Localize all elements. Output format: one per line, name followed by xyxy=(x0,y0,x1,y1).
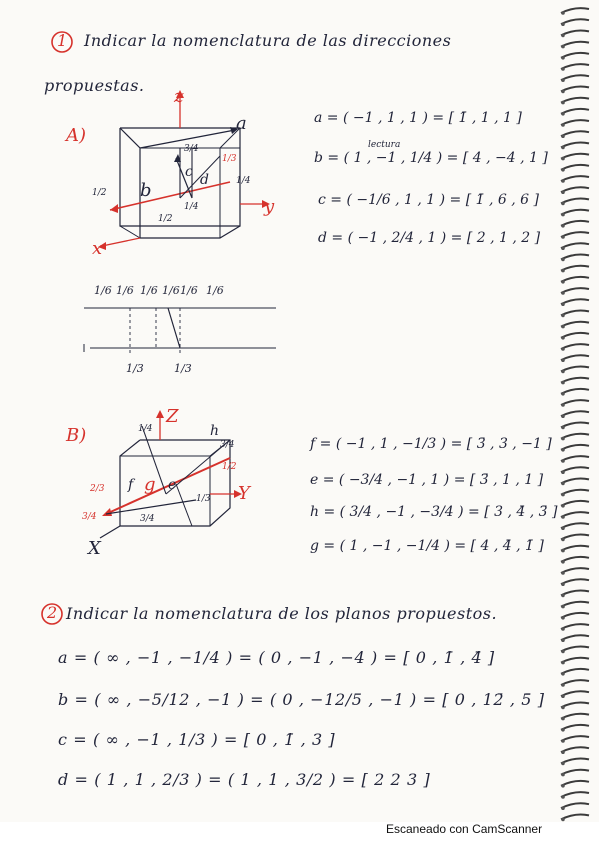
spiral-ring xyxy=(561,311,589,316)
spiral-ring xyxy=(561,400,589,405)
partA-label-d: d xyxy=(200,172,209,188)
spiral-hole xyxy=(561,224,565,228)
partB-eq-e: e = ( −3/4 , −1 , 1 ) = [ 3̄ , 1 , 1 ] xyxy=(310,472,544,488)
spiral-ring xyxy=(561,31,589,36)
partA-eq-b: b = ( 1 , −1 , 1/4 ) = [ 4 , −4 , 1 ] xyxy=(314,150,548,166)
spiral-ring xyxy=(561,98,589,103)
spiral-ring xyxy=(561,557,589,562)
spiral-ring xyxy=(561,546,589,551)
partB-frac-12-right: 1/2 xyxy=(222,462,237,472)
spiral-hole xyxy=(561,280,565,284)
spiral-ring xyxy=(561,19,589,24)
scale-bottom-tick-2: 1/3 xyxy=(174,362,192,375)
spiral-hole xyxy=(561,213,565,217)
spiral-ring xyxy=(561,232,589,237)
partA-axis-z: z xyxy=(174,86,184,107)
spiral-hole xyxy=(561,302,565,306)
partA-axis-x: x xyxy=(92,238,103,259)
section2-heading: Indicar la nomenclatura de los planos propuestos. xyxy=(66,604,498,623)
spiral-hole xyxy=(561,818,565,822)
spiral-hole xyxy=(561,258,565,262)
spiral-hole xyxy=(561,773,565,777)
spiral-ring xyxy=(561,266,589,271)
spiral-ring xyxy=(561,568,589,573)
spiral-ring xyxy=(561,635,589,640)
spiral-hole xyxy=(561,739,565,743)
scale-top-tick-5: 1/6 xyxy=(180,284,198,297)
spiral-hole xyxy=(561,482,565,486)
spiral-hole xyxy=(561,190,565,194)
spiral-hole xyxy=(561,325,565,329)
spiral-hole xyxy=(561,146,565,150)
partA-frac-13: 1/3 xyxy=(222,154,237,164)
partA-eq-c: c = ( −1/6 , 1 , 1 ) = [ 1̄ , 6 , 6 ] xyxy=(318,192,539,208)
partA-frac-12-left: 1/2 xyxy=(92,188,107,198)
spiral-hole xyxy=(561,414,565,418)
spiral-hole xyxy=(561,403,565,407)
spiral-ring xyxy=(561,647,589,652)
partB-frac-23: 2/3 xyxy=(90,484,105,494)
spiral-hole xyxy=(561,56,565,60)
spiral-hole xyxy=(561,661,565,665)
spiral-ring xyxy=(561,187,589,192)
partB-frac-13: 1/3 xyxy=(196,494,211,504)
spiral-ring xyxy=(561,792,589,797)
partB-frac-14-top: 1/4 xyxy=(138,424,153,434)
spiral-ring xyxy=(561,367,589,372)
spiral-hole xyxy=(561,437,565,441)
spiral-hole xyxy=(561,78,565,82)
spiral-hole xyxy=(561,515,565,519)
spiral-hole xyxy=(561,616,565,620)
spiral-hole xyxy=(561,672,565,676)
spiral-hole xyxy=(561,134,565,138)
spiral-ring xyxy=(561,299,589,304)
spiral-ring xyxy=(561,378,589,383)
spiral-hole xyxy=(561,67,565,71)
spiral-ring xyxy=(561,423,589,428)
scale-top-tick-4: 1/6 xyxy=(162,284,180,297)
spiral-hole xyxy=(561,11,565,15)
partB-axis-x: X xyxy=(88,538,101,559)
spiral-ring xyxy=(561,288,589,293)
spiral-ring xyxy=(561,445,589,450)
spiral-hole xyxy=(561,493,565,497)
spiral-ring xyxy=(561,501,589,506)
spiral-ring xyxy=(561,591,589,596)
partB-frac-34-bottom: 3/4 xyxy=(140,514,155,524)
spiral-ring xyxy=(561,165,589,170)
scanner-watermark: Escaneado con CamScanner xyxy=(386,822,543,836)
spiral-hole xyxy=(561,426,565,430)
spiral-hole xyxy=(561,504,565,508)
spiral-hole xyxy=(561,459,565,463)
spiral-hole xyxy=(561,123,565,127)
spiral-ring xyxy=(561,736,589,741)
spiral-hole xyxy=(561,34,565,38)
spiral-hole xyxy=(561,605,565,609)
spiral-hole xyxy=(561,112,565,116)
spiral-ring xyxy=(561,64,589,69)
spiral-hole xyxy=(561,717,565,721)
partA-label-b: b xyxy=(140,180,152,201)
section2-eq-a: a = ( ∞ , −1 , −1/4 ) = ( 0 , −1 , −4 ) = [ 0 , 1̄ , 4̄ ] xyxy=(58,648,495,667)
spiral-hole xyxy=(561,168,565,172)
spiral-hole xyxy=(561,381,565,385)
spiral-ring xyxy=(561,109,589,114)
partB-axis-z: Z xyxy=(166,406,179,427)
spiral-hole xyxy=(561,291,565,295)
section1-heading-line2: propuestas. xyxy=(44,76,145,95)
spiral-binding xyxy=(551,0,599,822)
spiral-ring xyxy=(561,759,589,764)
spiral-ring xyxy=(561,53,589,58)
section2-eq-d: d = ( 1 , 1 , 2/3 ) = ( 1 , 1 , 3/2 ) = [ 2 2 3 ] xyxy=(58,770,431,789)
spiral-hole xyxy=(561,762,565,766)
spiral-hole xyxy=(561,269,565,273)
spiral-ring xyxy=(561,87,589,92)
spiral-ring xyxy=(561,658,589,663)
partA-label-c: c xyxy=(185,164,193,180)
spiral-ring xyxy=(561,434,589,439)
spiral-ring xyxy=(561,669,589,674)
section1-number: 1 xyxy=(57,31,68,50)
partA-frac-14-bottom: 1/4 xyxy=(184,202,199,212)
spiral-hole xyxy=(561,750,565,754)
spiral-hole xyxy=(561,638,565,642)
section1-heading-line1: Indicar la nomenclatura de las direcciones xyxy=(84,31,452,50)
spiral-ring xyxy=(561,747,589,752)
spiral-ring xyxy=(561,221,589,226)
spiral-hole xyxy=(561,795,565,799)
spiral-ring xyxy=(561,815,589,820)
spiral-hole xyxy=(561,202,565,206)
partA-label: A) xyxy=(66,125,87,146)
spiral-ring xyxy=(561,210,589,215)
spiral-ring xyxy=(561,680,589,685)
scale-top-tick-2: 1/6 xyxy=(116,284,134,297)
spiral-hole xyxy=(561,336,565,340)
spiral-ring xyxy=(561,42,589,47)
partB-frac-34-left: 3/4 xyxy=(82,512,97,522)
partA-scale-sketch xyxy=(80,290,280,370)
spiral-hole xyxy=(561,582,565,586)
partA-eq-d: d = ( −1 , 2/4 , 1 ) = [ 2 , 1 , 2 ] xyxy=(318,230,541,246)
spiral-ring xyxy=(561,411,589,416)
spiral-hole xyxy=(561,157,565,161)
partB-label: B) xyxy=(66,425,87,446)
partB-eq-h: h = ( 3/4 , −1 , −3/4 ) = [ 3 , 4̄ , 3̄ ] xyxy=(310,504,558,520)
scale-top-tick-3: 1/6 xyxy=(140,284,158,297)
spiral-hole xyxy=(561,22,565,26)
section2-eq-b: b = ( ∞ , −5/12 , −1 ) = ( 0 , −12/5 , −1 ) = [ 0 , 12̄ , 5̄ ] xyxy=(58,690,545,709)
spiral-hole xyxy=(561,683,565,687)
spiral-ring xyxy=(561,624,589,629)
spiral-ring xyxy=(561,389,589,394)
spiral-ring xyxy=(561,781,589,786)
spiral-ring xyxy=(561,8,589,13)
spiral-ring xyxy=(561,143,589,148)
spiral-hole xyxy=(561,45,565,49)
spiral-hole xyxy=(561,358,565,362)
partA-frac-34: 3/4 xyxy=(184,144,199,154)
spiral-ring xyxy=(561,333,589,338)
spiral-ring xyxy=(561,512,589,517)
spiral-ring xyxy=(561,75,589,80)
spiral-hole xyxy=(561,594,565,598)
section2-number: 2 xyxy=(47,603,58,622)
partB-axis-y: Y xyxy=(238,483,250,504)
spiral-hole xyxy=(561,706,565,710)
spiral-hole xyxy=(561,728,565,732)
partA-frac-14-right: 1/4 xyxy=(236,176,251,186)
spiral-ring xyxy=(561,579,589,584)
spiral-ring xyxy=(561,703,589,708)
spiral-ring xyxy=(561,602,589,607)
spiral-ring xyxy=(561,355,589,360)
spiral-ring xyxy=(561,344,589,349)
partA-axis-y: y xyxy=(264,196,275,217)
spiral-hole xyxy=(561,784,565,788)
spiral-ring xyxy=(561,714,589,719)
partB-frac-34-right: 3/4 xyxy=(220,440,235,450)
spiral-hole xyxy=(561,392,565,396)
spiral-hole xyxy=(561,448,565,452)
partA-label-a: a xyxy=(236,113,247,134)
spiral-hole xyxy=(561,347,565,351)
section2-eq-c: c = ( ∞ , −1 , 1/3 ) = [ 0 , 1̄ , 3 ] xyxy=(58,730,336,749)
spiral-ring xyxy=(561,154,589,159)
spiral-hole xyxy=(561,101,565,105)
spiral-hole xyxy=(561,470,565,474)
spiral-ring xyxy=(561,456,589,461)
spiral-hole xyxy=(561,549,565,553)
scale-top-tick-6: 1/6 xyxy=(206,284,224,297)
partB-label-e: e xyxy=(168,477,177,493)
spiral-ring xyxy=(561,770,589,775)
spiral-ring xyxy=(561,243,589,248)
spiral-hole xyxy=(561,627,565,631)
partB-label-h: h xyxy=(210,423,220,439)
partA-note-lectura: lectura xyxy=(368,140,401,150)
spiral-ring xyxy=(561,255,589,260)
spiral-ring xyxy=(561,277,589,282)
spiral-ring xyxy=(561,613,589,618)
spiral-hole xyxy=(561,246,565,250)
spiral-ring xyxy=(561,490,589,495)
spiral-hole xyxy=(561,560,565,564)
scale-top-tick-1: 1/6 xyxy=(94,284,112,297)
partB-eq-f: f = ( −1 , 1 , −1/3 ) = [ 3̄ , 3 , −1 ] xyxy=(310,436,552,452)
partB-eq-g: g = ( 1 , −1 , −1/4 ) = [ 4 , 4̄ , 1̄ ] xyxy=(310,538,544,554)
spiral-ring xyxy=(561,199,589,204)
spiral-ring xyxy=(561,120,589,125)
spiral-hole xyxy=(561,370,565,374)
spiral-hole xyxy=(561,314,565,318)
spiral-ring xyxy=(561,535,589,540)
spiral-ring xyxy=(561,803,589,808)
spiral-hole xyxy=(561,571,565,575)
scale-bottom-tick-1: 1/3 xyxy=(126,362,144,375)
spiral-ring xyxy=(561,479,589,484)
spiral-ring xyxy=(561,523,589,528)
partA-eq-a: a = ( −1 , 1 , 1 ) = [ 1̄ , 1 , 1 ] xyxy=(314,110,522,126)
spiral-hole xyxy=(561,538,565,542)
spiral-hole xyxy=(561,90,565,94)
spiral-hole xyxy=(561,694,565,698)
spiral-ring xyxy=(561,467,589,472)
spiral-hole xyxy=(561,526,565,530)
spiral-hole xyxy=(561,179,565,183)
spiral-ring xyxy=(561,725,589,730)
spiral-ring xyxy=(561,322,589,327)
partB-label-g: g xyxy=(144,474,156,495)
spiral-hole xyxy=(561,235,565,239)
partA-frac-12: 1/2 xyxy=(158,214,173,224)
partB-label-f: f xyxy=(128,477,134,493)
spiral-hole xyxy=(561,806,565,810)
spiral-hole xyxy=(561,650,565,654)
spiral-ring xyxy=(561,691,589,696)
spiral-ring xyxy=(561,131,589,136)
spiral-ring xyxy=(561,176,589,181)
